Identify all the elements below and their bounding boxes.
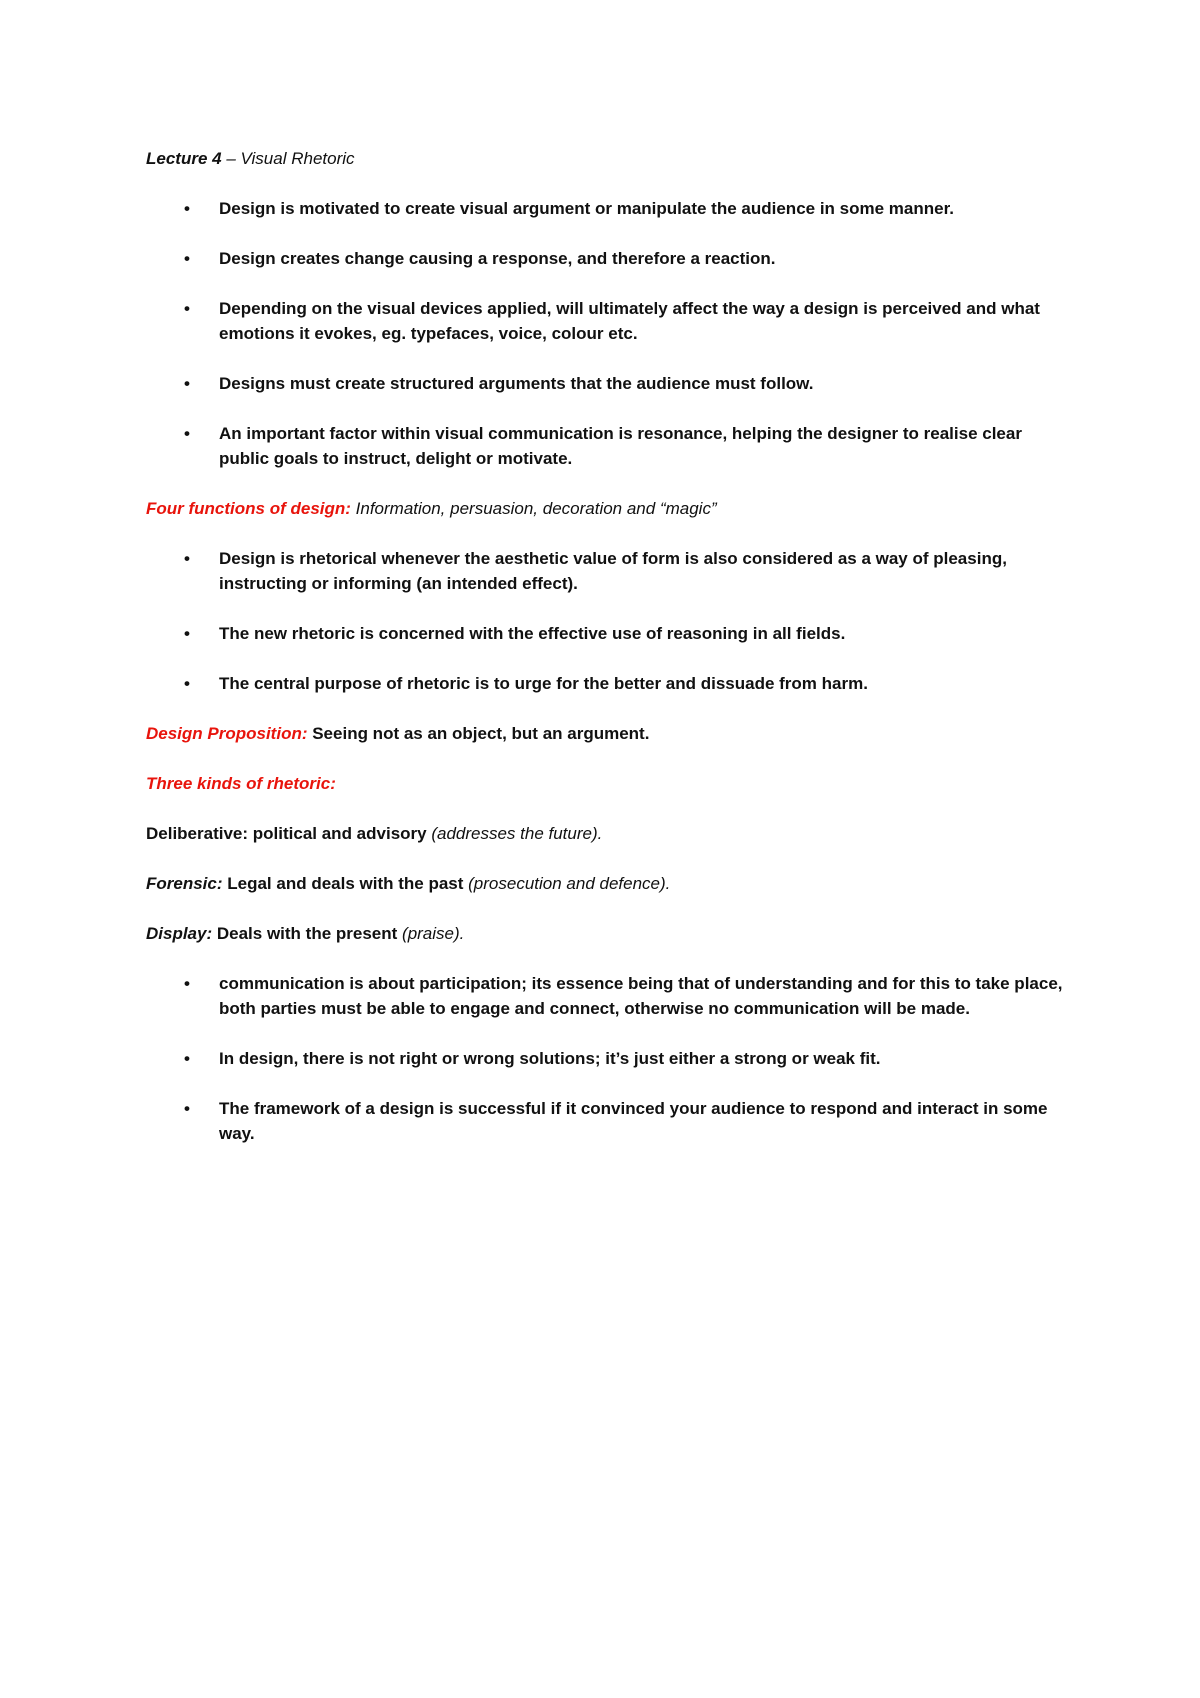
list-item-text: Design is rhetorical whenever the aesthetic value of form is also considered as a way of pleasing, instructing or informing (an intended effect).	[219, 549, 1007, 593]
document-page	[146, 146, 1066, 1171]
bullet-list-rhetoric	[146, 546, 1066, 696]
list-item	[146, 371, 1066, 396]
list-item-text: The new rhetoric is concerned with the effective use of reasoning in all fields.	[219, 624, 846, 643]
forensic-text: Legal and deals with the past	[222, 874, 469, 893]
list-item-text: An important factor within visual communication is resonance, helping the designer to realise clear public goals to instruct, delight or motivate.	[219, 424, 1022, 468]
bullet-icon: •	[184, 674, 190, 693]
list-item	[146, 671, 1066, 696]
design-proposition-label: Design Proposition:	[146, 724, 308, 743]
four-functions-heading	[146, 496, 1066, 521]
list-item-text: communication is about participation; its essence being that of understanding and for this to take place, both parties must be able to engage and connect, otherwise no communication will be made.	[219, 974, 1063, 1018]
list-item-text: Design creates change causing a response, and therefore a reaction.	[219, 249, 776, 268]
list-item-text: The framework of a design is successful if it convinced your audience to respond and interact in some way.	[219, 1099, 1048, 1143]
design-proposition-text: Seeing not as an object, but an argument.	[307, 724, 650, 743]
list-item	[146, 546, 1066, 596]
list-item-text: In design, there is not right or wrong solutions; it’s just either a strong or weak fit.	[219, 1049, 881, 1068]
title-lead: Lecture 4	[146, 149, 222, 168]
bullet-icon: •	[184, 1099, 190, 1118]
deliberative-text: political and advisory	[248, 824, 432, 843]
bullet-icon: •	[184, 624, 190, 643]
display-label: Display:	[146, 924, 213, 943]
bullet-icon: •	[184, 1049, 190, 1068]
four-functions-text: Information, persuasion, decoration and “magic”	[350, 499, 717, 518]
display-definition	[146, 921, 1066, 946]
bullet-icon: •	[184, 374, 190, 393]
three-kinds-heading	[146, 771, 1066, 796]
bullet-list-communication	[146, 971, 1066, 1146]
forensic-label: Forensic:	[146, 874, 223, 893]
bullet-icon: •	[184, 974, 190, 993]
title-rest: – Visual Rhetoric	[221, 149, 355, 168]
list-item	[146, 971, 1066, 1021]
bullet-icon: •	[184, 424, 190, 443]
bullet-list-intro	[146, 196, 1066, 471]
forensic-note: (prosecution and defence).	[468, 874, 671, 893]
list-item	[146, 421, 1066, 471]
list-item	[146, 246, 1066, 271]
list-item-text: Depending on the visual devices applied, will ultimately affect the way a design is perceived and what emotions it evokes, eg. typefaces, voice, colour etc.	[219, 299, 1040, 343]
deliberative-definition	[146, 821, 1066, 846]
deliberative-note: (addresses the future).	[431, 824, 603, 843]
list-item	[146, 196, 1066, 221]
document-title	[146, 146, 1066, 171]
display-note: (praise).	[402, 924, 465, 943]
bullet-icon: •	[184, 249, 190, 268]
three-kinds-label: Three kinds of rhetoric:	[146, 774, 336, 793]
bullet-icon: •	[184, 549, 190, 568]
four-functions-label: Four functions of design:	[146, 499, 351, 518]
bullet-icon: •	[184, 299, 190, 318]
design-proposition	[146, 721, 1066, 746]
list-item-text: Design is motivated to create visual argument or manipulate the audience in some manner.	[219, 199, 954, 218]
forensic-definition	[146, 871, 1066, 896]
list-item	[146, 1046, 1066, 1071]
list-item	[146, 1096, 1066, 1146]
deliberative-label: Deliberative:	[146, 824, 249, 843]
list-item-text: The central purpose of rhetoric is to urge for the better and dissuade from harm.	[219, 674, 868, 693]
bullet-icon: •	[184, 199, 190, 218]
display-text: Deals with the present	[212, 924, 403, 943]
list-item	[146, 296, 1066, 346]
list-item-text: Designs must create structured arguments that the audience must follow.	[219, 374, 814, 393]
list-item	[146, 621, 1066, 646]
